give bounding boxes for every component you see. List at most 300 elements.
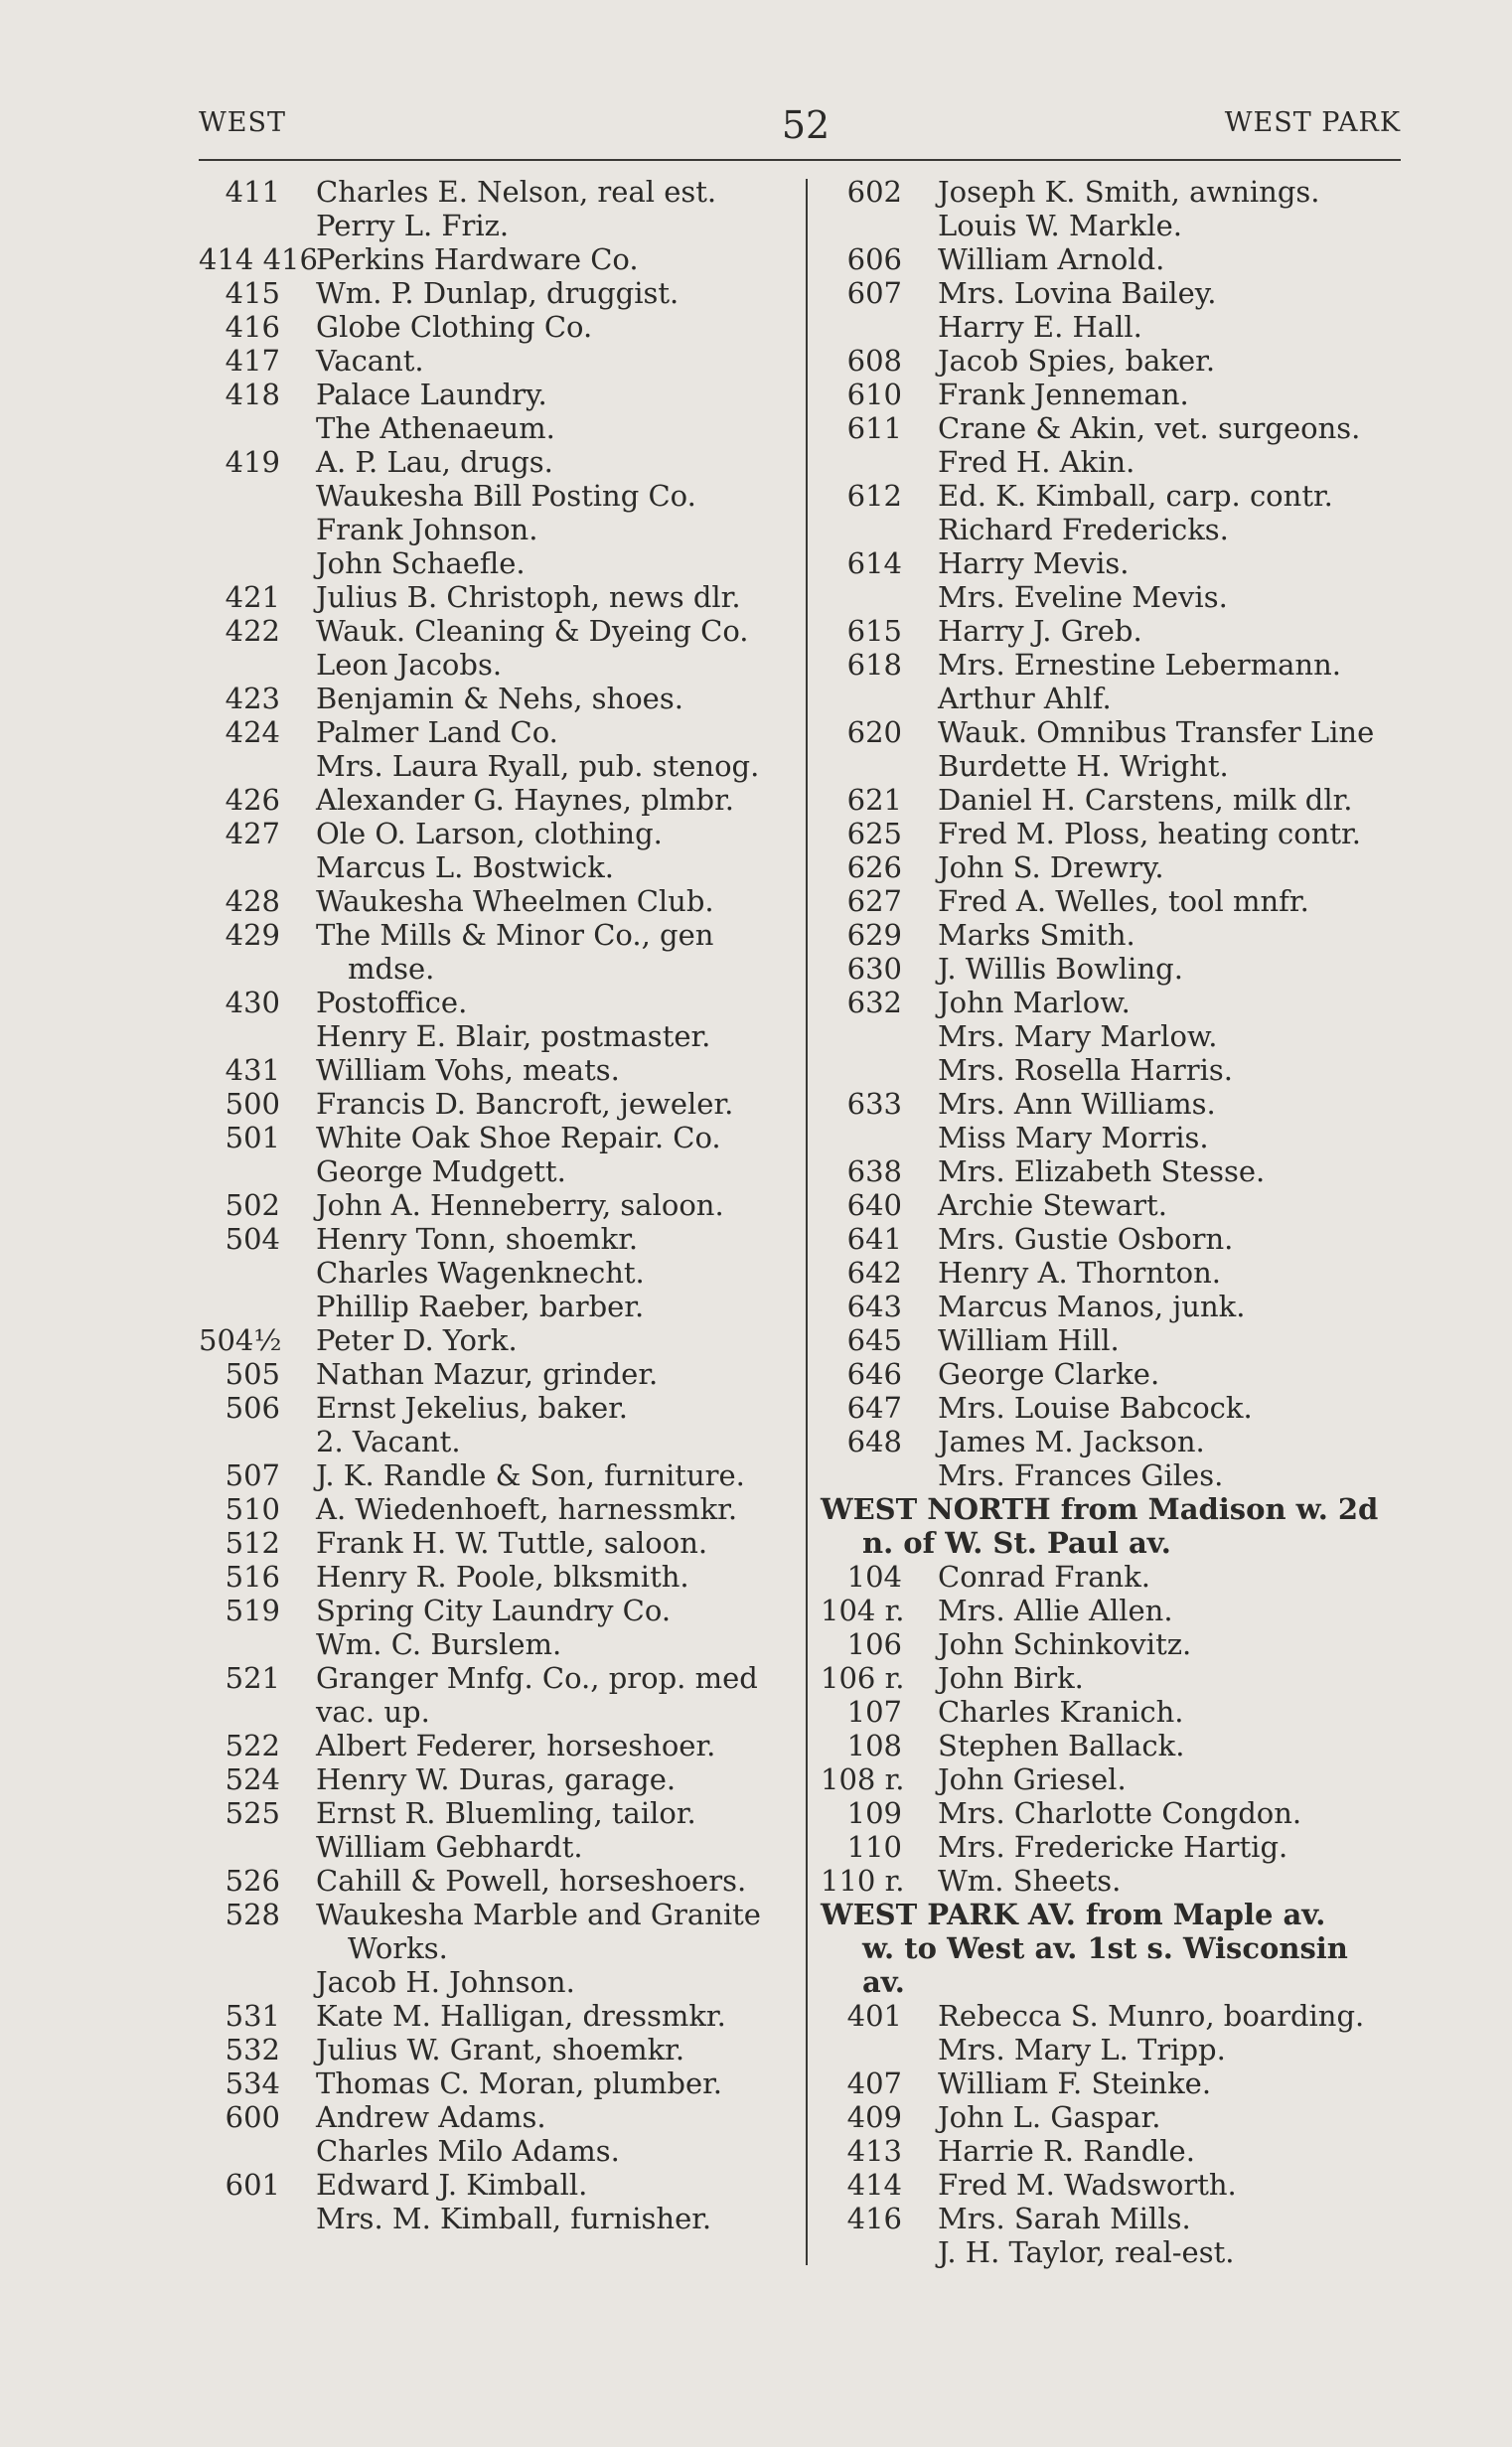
- street-number: 430: [225, 986, 280, 1019]
- street-number: 109: [846, 1796, 902, 1830]
- directory-entry: [821, 2168, 1417, 2202]
- occupant-name: Louis W. Markle.: [938, 209, 1183, 242]
- section-heading: [821, 1898, 1417, 1931]
- street-number: 620: [846, 715, 902, 749]
- directory-entry: [199, 276, 803, 310]
- occupant-name: John S. Drewry.: [938, 850, 1164, 884]
- directory-entry: [821, 1222, 1417, 1256]
- directory-entry: [821, 1661, 1417, 1695]
- street-number: 627: [846, 884, 902, 918]
- occupant-name: Nathan Mazur, grinder.: [316, 1357, 659, 1391]
- occupant-name: White Oak Shoe Repair. Co.: [316, 1121, 721, 1154]
- occupant-name: William Gebhardt.: [316, 1830, 583, 1864]
- street-number: 108 r.: [821, 1762, 905, 1796]
- directory-entry: [199, 1323, 803, 1357]
- occupant-name: Mrs. Mary L. Tripp.: [938, 2033, 1226, 2066]
- occupant-name: Mrs. Frances Giles.: [938, 1458, 1224, 1492]
- occupant-name: A. P. Lau, drugs.: [316, 445, 553, 479]
- occupant-name: Globe Clothing Co.: [316, 310, 593, 344]
- occupant-name: vac. up.: [316, 1695, 430, 1729]
- directory-entry: [821, 209, 1417, 242]
- occupant-name: Frank Johnson.: [316, 513, 538, 546]
- occupant-name: Peter D. York.: [316, 1323, 518, 1357]
- directory-entry: [199, 2202, 803, 2235]
- section-heading-text: n. of W. St. Paul av.: [862, 1526, 1171, 1560]
- occupant-name: Wm. C. Burslem.: [316, 1627, 562, 1661]
- directory-entry: [199, 850, 803, 884]
- street-number: 606: [846, 242, 902, 276]
- street-number: 413: [846, 2134, 902, 2168]
- street-number: 416: [225, 310, 280, 344]
- directory-entry: [199, 1661, 803, 1695]
- street-number: 528: [225, 1898, 280, 1931]
- street-number: 429: [225, 918, 280, 952]
- directory-entry: [821, 1019, 1417, 1053]
- section-heading: [821, 1492, 1417, 1526]
- street-number: 407: [846, 2066, 902, 2100]
- directory-entry: [199, 2134, 803, 2168]
- occupant-name: Waukesha Marble and Granite: [316, 1898, 761, 1931]
- street-number: 426: [225, 783, 280, 817]
- occupant-name: George Clarke.: [938, 1357, 1160, 1391]
- occupant-name: John A. Henneberry, saloon.: [316, 1188, 724, 1222]
- directory-entry: [821, 2202, 1417, 2235]
- occupant-name: Charles E. Nelson, real est.: [316, 175, 717, 209]
- occupant-name: Works.: [348, 1931, 448, 1965]
- directory-entry: [821, 1830, 1417, 1864]
- street-number: 519: [225, 1594, 280, 1627]
- directory-entry: [199, 1931, 803, 1965]
- occupant-name: Thomas C. Moran, plumber.: [316, 2066, 723, 2100]
- occupant-name: The Mills & Minor Co., gen: [316, 918, 714, 952]
- street-number: 423: [225, 682, 280, 715]
- occupant-name: Henry R. Poole, blksmith.: [316, 1560, 689, 1594]
- occupant-name: Alexander G. Haynes, plmbr.: [316, 783, 734, 817]
- directory-entry: [821, 1053, 1417, 1087]
- occupant-name: Waukesha Bill Posting Co.: [316, 479, 696, 513]
- occupant-name: Mrs. Rosella Harris.: [938, 1053, 1233, 1087]
- street-number: 502: [225, 1188, 280, 1222]
- occupant-name: Benjamin & Nehs, shoes.: [316, 682, 683, 715]
- directory-entry: [821, 884, 1417, 918]
- occupant-name: William Vohs, meats.: [316, 1053, 620, 1087]
- occupant-name: Postoffice.: [316, 986, 468, 1019]
- occupant-name: Jacob Spies, baker.: [938, 344, 1216, 378]
- left-column: [199, 175, 803, 2235]
- street-number: 414: [846, 2168, 902, 2202]
- directory-entry: [199, 986, 803, 1019]
- occupant-name: Perkins Hardware Co.: [316, 242, 639, 276]
- directory-entry: [821, 1256, 1417, 1290]
- directory-entry: [199, 1526, 803, 1560]
- occupant-name: Mrs. Mary Marlow.: [938, 1019, 1218, 1053]
- street-number: 638: [846, 1154, 902, 1188]
- occupant-name: Spring City Laundry Co.: [316, 1594, 672, 1627]
- occupant-name: Mrs. Ann Williams.: [938, 1087, 1216, 1121]
- directory-entry: [199, 1695, 803, 1729]
- occupant-name: Charles Kranich.: [938, 1695, 1184, 1729]
- occupant-name: Henry E. Blair, postmaster.: [316, 1019, 711, 1053]
- directory-entry: [199, 209, 803, 242]
- street-number: 643: [846, 1290, 902, 1323]
- street-number: 422: [225, 614, 280, 648]
- directory-entry: [821, 749, 1417, 783]
- street-number: 506: [225, 1391, 280, 1425]
- occupant-name: Fred H. Akin.: [938, 445, 1135, 479]
- street-number: 522: [225, 1729, 280, 1762]
- street-number: 424: [225, 715, 280, 749]
- directory-entry: [199, 715, 803, 749]
- occupant-name: William F. Steinke.: [938, 2066, 1212, 2100]
- street-number: 108: [846, 1729, 902, 1762]
- column-divider: [806, 179, 808, 2265]
- directory-entry: [821, 1999, 1417, 2033]
- section-heading: [821, 1965, 1417, 1999]
- street-number: 428: [225, 884, 280, 918]
- street-number: 610: [846, 378, 902, 411]
- directory-entry: [199, 1796, 803, 1830]
- directory-entry: [199, 479, 803, 513]
- directory-entry: [821, 242, 1417, 276]
- street-number: 629: [846, 918, 902, 952]
- directory-entry: [821, 310, 1417, 344]
- occupant-name: Fred M. Wadsworth.: [938, 2168, 1237, 2202]
- directory-entry: [199, 1729, 803, 1762]
- occupant-name: Edward J. Kimball.: [316, 2168, 588, 2202]
- street-number: 626: [846, 850, 902, 884]
- street-number: 532: [225, 2033, 280, 2066]
- directory-entry: [821, 715, 1417, 749]
- street-number: 646: [846, 1357, 902, 1391]
- directory-entry: [199, 2066, 803, 2100]
- street-number: 409: [846, 2100, 902, 2134]
- directory-entry: [821, 344, 1417, 378]
- directory-entry: [199, 1830, 803, 1864]
- directory-entry: [199, 1357, 803, 1391]
- directory-entry: [821, 1458, 1417, 1492]
- header-rule: [199, 159, 1401, 161]
- directory-entry: [199, 1188, 803, 1222]
- street-number: 414 416: [199, 242, 318, 276]
- occupant-name: Daniel H. Carstens, milk dlr.: [938, 783, 1353, 817]
- directory-entry: [199, 1256, 803, 1290]
- directory-entry: [199, 1425, 803, 1458]
- directory-entry: [821, 1560, 1417, 1594]
- directory-entry: [821, 952, 1417, 986]
- directory-entry: [199, 2100, 803, 2134]
- occupant-name: John Schaefle.: [316, 546, 526, 580]
- occupant-name: Wauk. Omnibus Transfer Line: [938, 715, 1375, 749]
- directory-entry: [821, 276, 1417, 310]
- occupant-name: Mrs. Gustie Osborn.: [938, 1222, 1234, 1256]
- directory-entry: [821, 175, 1417, 209]
- directory-entry: [821, 1695, 1417, 1729]
- directory-entry: [821, 378, 1417, 411]
- directory-entry: [199, 2033, 803, 2066]
- street-number: 431: [225, 1053, 280, 1087]
- section-heading: [821, 1931, 1417, 1965]
- street-number: 104: [846, 1560, 902, 1594]
- occupant-name: Charles Milo Adams.: [316, 2134, 620, 2168]
- street-number: 607: [846, 276, 902, 310]
- street-number: 534: [225, 2066, 280, 2100]
- street-number: 106: [846, 1627, 902, 1661]
- street-number: 106 r.: [821, 1661, 905, 1695]
- occupant-name: William Arnold.: [938, 242, 1165, 276]
- occupant-name: Cahill & Powell, horseshoers.: [316, 1864, 747, 1898]
- street-number: 418: [225, 378, 280, 411]
- occupant-name: Mrs. Elizabeth Stesse.: [938, 1154, 1266, 1188]
- directory-entry: [199, 344, 803, 378]
- directory-entry: [199, 1999, 803, 2033]
- directory-entry: [821, 1627, 1417, 1661]
- directory-entry: [821, 411, 1417, 445]
- occupant-name: John Schinkovitz.: [938, 1627, 1192, 1661]
- occupant-name: Henry Tonn, shoemkr.: [316, 1222, 639, 1256]
- occupant-name: Ernst Jekelius, baker.: [316, 1391, 629, 1425]
- occupant-name: Mrs. Sarah Mills.: [938, 2202, 1191, 2235]
- directory-entry: [821, 2033, 1417, 2066]
- street-number: 632: [846, 986, 902, 1019]
- occupant-name: Arthur Ahlf.: [938, 682, 1112, 715]
- occupant-name: J. Willis Bowling.: [938, 952, 1183, 986]
- street-number: 525: [225, 1796, 280, 1830]
- directory-entry: [821, 2235, 1417, 2269]
- directory-entry: [821, 648, 1417, 682]
- occupant-name: George Mudgett.: [316, 1154, 566, 1188]
- occupant-name: Rebecca S. Munro, boarding.: [938, 1999, 1365, 2033]
- occupant-name: Conrad Frank.: [938, 1560, 1151, 1594]
- street-number: 417: [225, 344, 280, 378]
- street-number: 621: [846, 783, 902, 817]
- occupant-name: William Hill.: [938, 1323, 1120, 1357]
- directory-entry: [199, 1762, 803, 1796]
- directory-entry: [199, 546, 803, 580]
- directory-entry: [199, 918, 803, 952]
- directory-entry: [199, 783, 803, 817]
- occupant-name: Mrs. Louise Babcock.: [938, 1391, 1253, 1425]
- street-number: 401: [846, 1999, 902, 2033]
- street-number: 648: [846, 1425, 902, 1458]
- directory-entry: [199, 175, 803, 209]
- directory-entry: [821, 1729, 1417, 1762]
- street-number: 641: [846, 1222, 902, 1256]
- occupant-name: Leon Jacobs.: [316, 648, 503, 682]
- directory-entry: [821, 986, 1417, 1019]
- section-heading-text: w. to West av. 1st s. Wisconsin: [862, 1931, 1348, 1965]
- occupant-name: Miss Mary Morris.: [938, 1121, 1209, 1154]
- section-heading-text: WEST PARK AV. from Maple av.: [821, 1898, 1326, 1931]
- directory-entry: [199, 411, 803, 445]
- page-number: 52: [781, 103, 831, 147]
- street-number: 110: [846, 1830, 902, 1864]
- street-number: 421: [225, 580, 280, 614]
- occupant-name: Mrs. Laura Ryall, pub. stenog.: [316, 749, 760, 783]
- directory-entry: [199, 310, 803, 344]
- occupant-name: Mrs. M. Kimball, furnisher.: [316, 2202, 712, 2235]
- directory-entry: [199, 445, 803, 479]
- occupant-name: Kate M. Halligan, dressmkr.: [316, 1999, 726, 2033]
- occupant-name: John Griesel.: [938, 1762, 1127, 1796]
- occupant-name: Archie Stewart.: [938, 1188, 1167, 1222]
- street-number: 524: [225, 1762, 280, 1796]
- directory-entry: [199, 1458, 803, 1492]
- occupant-name: Harry E. Hall.: [938, 310, 1142, 344]
- occupant-name: Granger Mnfg. Co., prop. med: [316, 1661, 758, 1695]
- street-number: 104 r.: [821, 1594, 905, 1627]
- street-number: 602: [846, 175, 902, 209]
- occupant-name: Vacant.: [316, 344, 424, 378]
- street-number: 642: [846, 1256, 902, 1290]
- occupant-name: Palace Laundry.: [316, 378, 547, 411]
- directory-entry: [199, 580, 803, 614]
- directory-entry: [821, 1594, 1417, 1627]
- occupant-name: The Athenaeum.: [316, 411, 555, 445]
- directory-entry: [821, 1796, 1417, 1830]
- section-heading-text: av.: [862, 1965, 905, 1999]
- occupant-name: Ole O. Larson, clothing.: [316, 817, 663, 850]
- street-number: 633: [846, 1087, 902, 1121]
- street-number: 411: [225, 175, 280, 209]
- street-number: 611: [846, 411, 902, 445]
- street-number: 640: [846, 1188, 902, 1222]
- directory-entry: [199, 513, 803, 546]
- directory-entry: [199, 884, 803, 918]
- directory-entry: [821, 783, 1417, 817]
- directory-entry: [199, 648, 803, 682]
- occupant-name: Mrs. Fredericke Hartig.: [938, 1830, 1288, 1864]
- directory-entry: [199, 1864, 803, 1898]
- directory-entry: [199, 1594, 803, 1627]
- directory-entry: [199, 1053, 803, 1087]
- street-number: 601: [225, 2168, 280, 2202]
- running-head-left: WEST: [199, 107, 286, 138]
- directory-entry: [821, 546, 1417, 580]
- directory-entry: [821, 513, 1417, 546]
- occupant-name: Fred A. Welles, tool mnfr.: [938, 884, 1309, 918]
- directory-entry: [199, 1154, 803, 1188]
- street-number: 427: [225, 817, 280, 850]
- occupant-name: Mrs. Charlotte Congdon.: [938, 1796, 1302, 1830]
- directory-entry: [199, 614, 803, 648]
- directory-entry: [199, 1019, 803, 1053]
- directory-entry: [821, 1864, 1417, 1898]
- occupant-name: Perry L. Friz.: [316, 209, 510, 242]
- occupant-name: Waukesha Wheelmen Club.: [316, 884, 714, 918]
- occupant-name: Marcus L. Bostwick.: [316, 850, 614, 884]
- directory-entry: [821, 850, 1417, 884]
- directory-entry: [821, 1425, 1417, 1458]
- occupant-name: John Marlow.: [938, 986, 1131, 1019]
- directory-entry: [199, 682, 803, 715]
- occupant-name: A. Wiedenhoeft, harnessmkr.: [316, 1492, 738, 1526]
- occupant-name: Ernst R. Bluemling, tailor.: [316, 1796, 696, 1830]
- occupant-name: Mrs. Ernestine Lebermann.: [938, 648, 1341, 682]
- directory-entry: [821, 1762, 1417, 1796]
- directory-entry: [821, 1154, 1417, 1188]
- directory-entry: [199, 749, 803, 783]
- occupant-name: Frank Jenneman.: [938, 378, 1189, 411]
- street-number: 504½: [199, 1323, 282, 1357]
- street-number: 516: [225, 1560, 280, 1594]
- street-number: 600: [225, 2100, 280, 2134]
- street-number: 504: [225, 1222, 280, 1256]
- directory-entry: [199, 1492, 803, 1526]
- directory-entry: [199, 952, 803, 986]
- occupant-name: J. H. Taylor, real-est.: [938, 2235, 1235, 2269]
- running-head-right: WEST PARK: [1224, 107, 1401, 138]
- occupant-name: Harry J. Greb.: [938, 614, 1142, 648]
- section-heading: [821, 1526, 1417, 1560]
- occupant-name: Julius B. Christoph, news dlr.: [316, 580, 741, 614]
- occupant-name: Joseph K. Smith, awnings.: [938, 175, 1320, 209]
- directory-entry: [821, 479, 1417, 513]
- occupant-name: J. K. Randle & Son, furniture.: [316, 1458, 745, 1492]
- street-number: 416: [846, 2202, 902, 2235]
- directory-entry: [821, 1188, 1417, 1222]
- directory-entry: [199, 1087, 803, 1121]
- occupant-name: Julius W. Grant, shoemkr.: [316, 2033, 685, 2066]
- street-number: 608: [846, 344, 902, 378]
- street-number: 419: [225, 445, 280, 479]
- street-number: 107: [846, 1695, 902, 1729]
- occupant-name: Henry A. Thornton.: [938, 1256, 1222, 1290]
- street-number: 645: [846, 1323, 902, 1357]
- directory-entry: [821, 2134, 1417, 2168]
- occupant-name: Wm. P. Dunlap, druggist.: [316, 276, 680, 310]
- directory-entry: [821, 2100, 1417, 2134]
- section-heading-text: WEST NORTH from Madison w. 2d: [821, 1492, 1379, 1526]
- occupant-name: John Birk.: [938, 1661, 1084, 1695]
- street-number: 110 r.: [821, 1864, 905, 1898]
- directory-entry: [199, 1965, 803, 1999]
- directory-entry: [821, 1391, 1417, 1425]
- street-number: 501: [225, 1121, 280, 1154]
- occupant-name: Henry W. Duras, garage.: [316, 1762, 677, 1796]
- street-number: 526: [225, 1864, 280, 1898]
- occupant-name: Burdette H. Wright.: [938, 749, 1229, 783]
- occupant-name: 2. Vacant.: [316, 1425, 461, 1458]
- street-number: 521: [225, 1661, 280, 1695]
- directory-entry: [199, 1627, 803, 1661]
- directory-entry: [821, 580, 1417, 614]
- street-number: 415: [225, 276, 280, 310]
- street-number: 612: [846, 479, 902, 513]
- street-number: 615: [846, 614, 902, 648]
- directory-entry: [199, 242, 803, 276]
- occupant-name: Palmer Land Co.: [316, 715, 558, 749]
- occupant-name: James M. Jackson.: [938, 1425, 1205, 1458]
- street-number: 505: [225, 1357, 280, 1391]
- occupant-name: Mrs. Allie Allen.: [938, 1594, 1173, 1627]
- directory-entry: [199, 2168, 803, 2202]
- directory-entry: [821, 445, 1417, 479]
- occupant-name: Richard Fredericks.: [938, 513, 1229, 546]
- directory-entry: [199, 378, 803, 411]
- occupant-name: Jacob H. Johnson.: [316, 1965, 575, 1999]
- directory-entry: [199, 1290, 803, 1323]
- directory-entry: [199, 1222, 803, 1256]
- street-number: 510: [225, 1492, 280, 1526]
- occupant-name: Francis D. Bancroft, jeweler.: [316, 1087, 734, 1121]
- directory-entry: [821, 817, 1417, 850]
- directory-entry: [199, 1121, 803, 1154]
- occupant-name: Fred M. Ploss, heating contr.: [938, 817, 1361, 850]
- occupant-name: John L. Gaspar.: [938, 2100, 1161, 2134]
- occupant-name: Harry Mevis.: [938, 546, 1130, 580]
- occupant-name: Andrew Adams.: [316, 2100, 546, 2134]
- occupant-name: mdse.: [348, 952, 435, 986]
